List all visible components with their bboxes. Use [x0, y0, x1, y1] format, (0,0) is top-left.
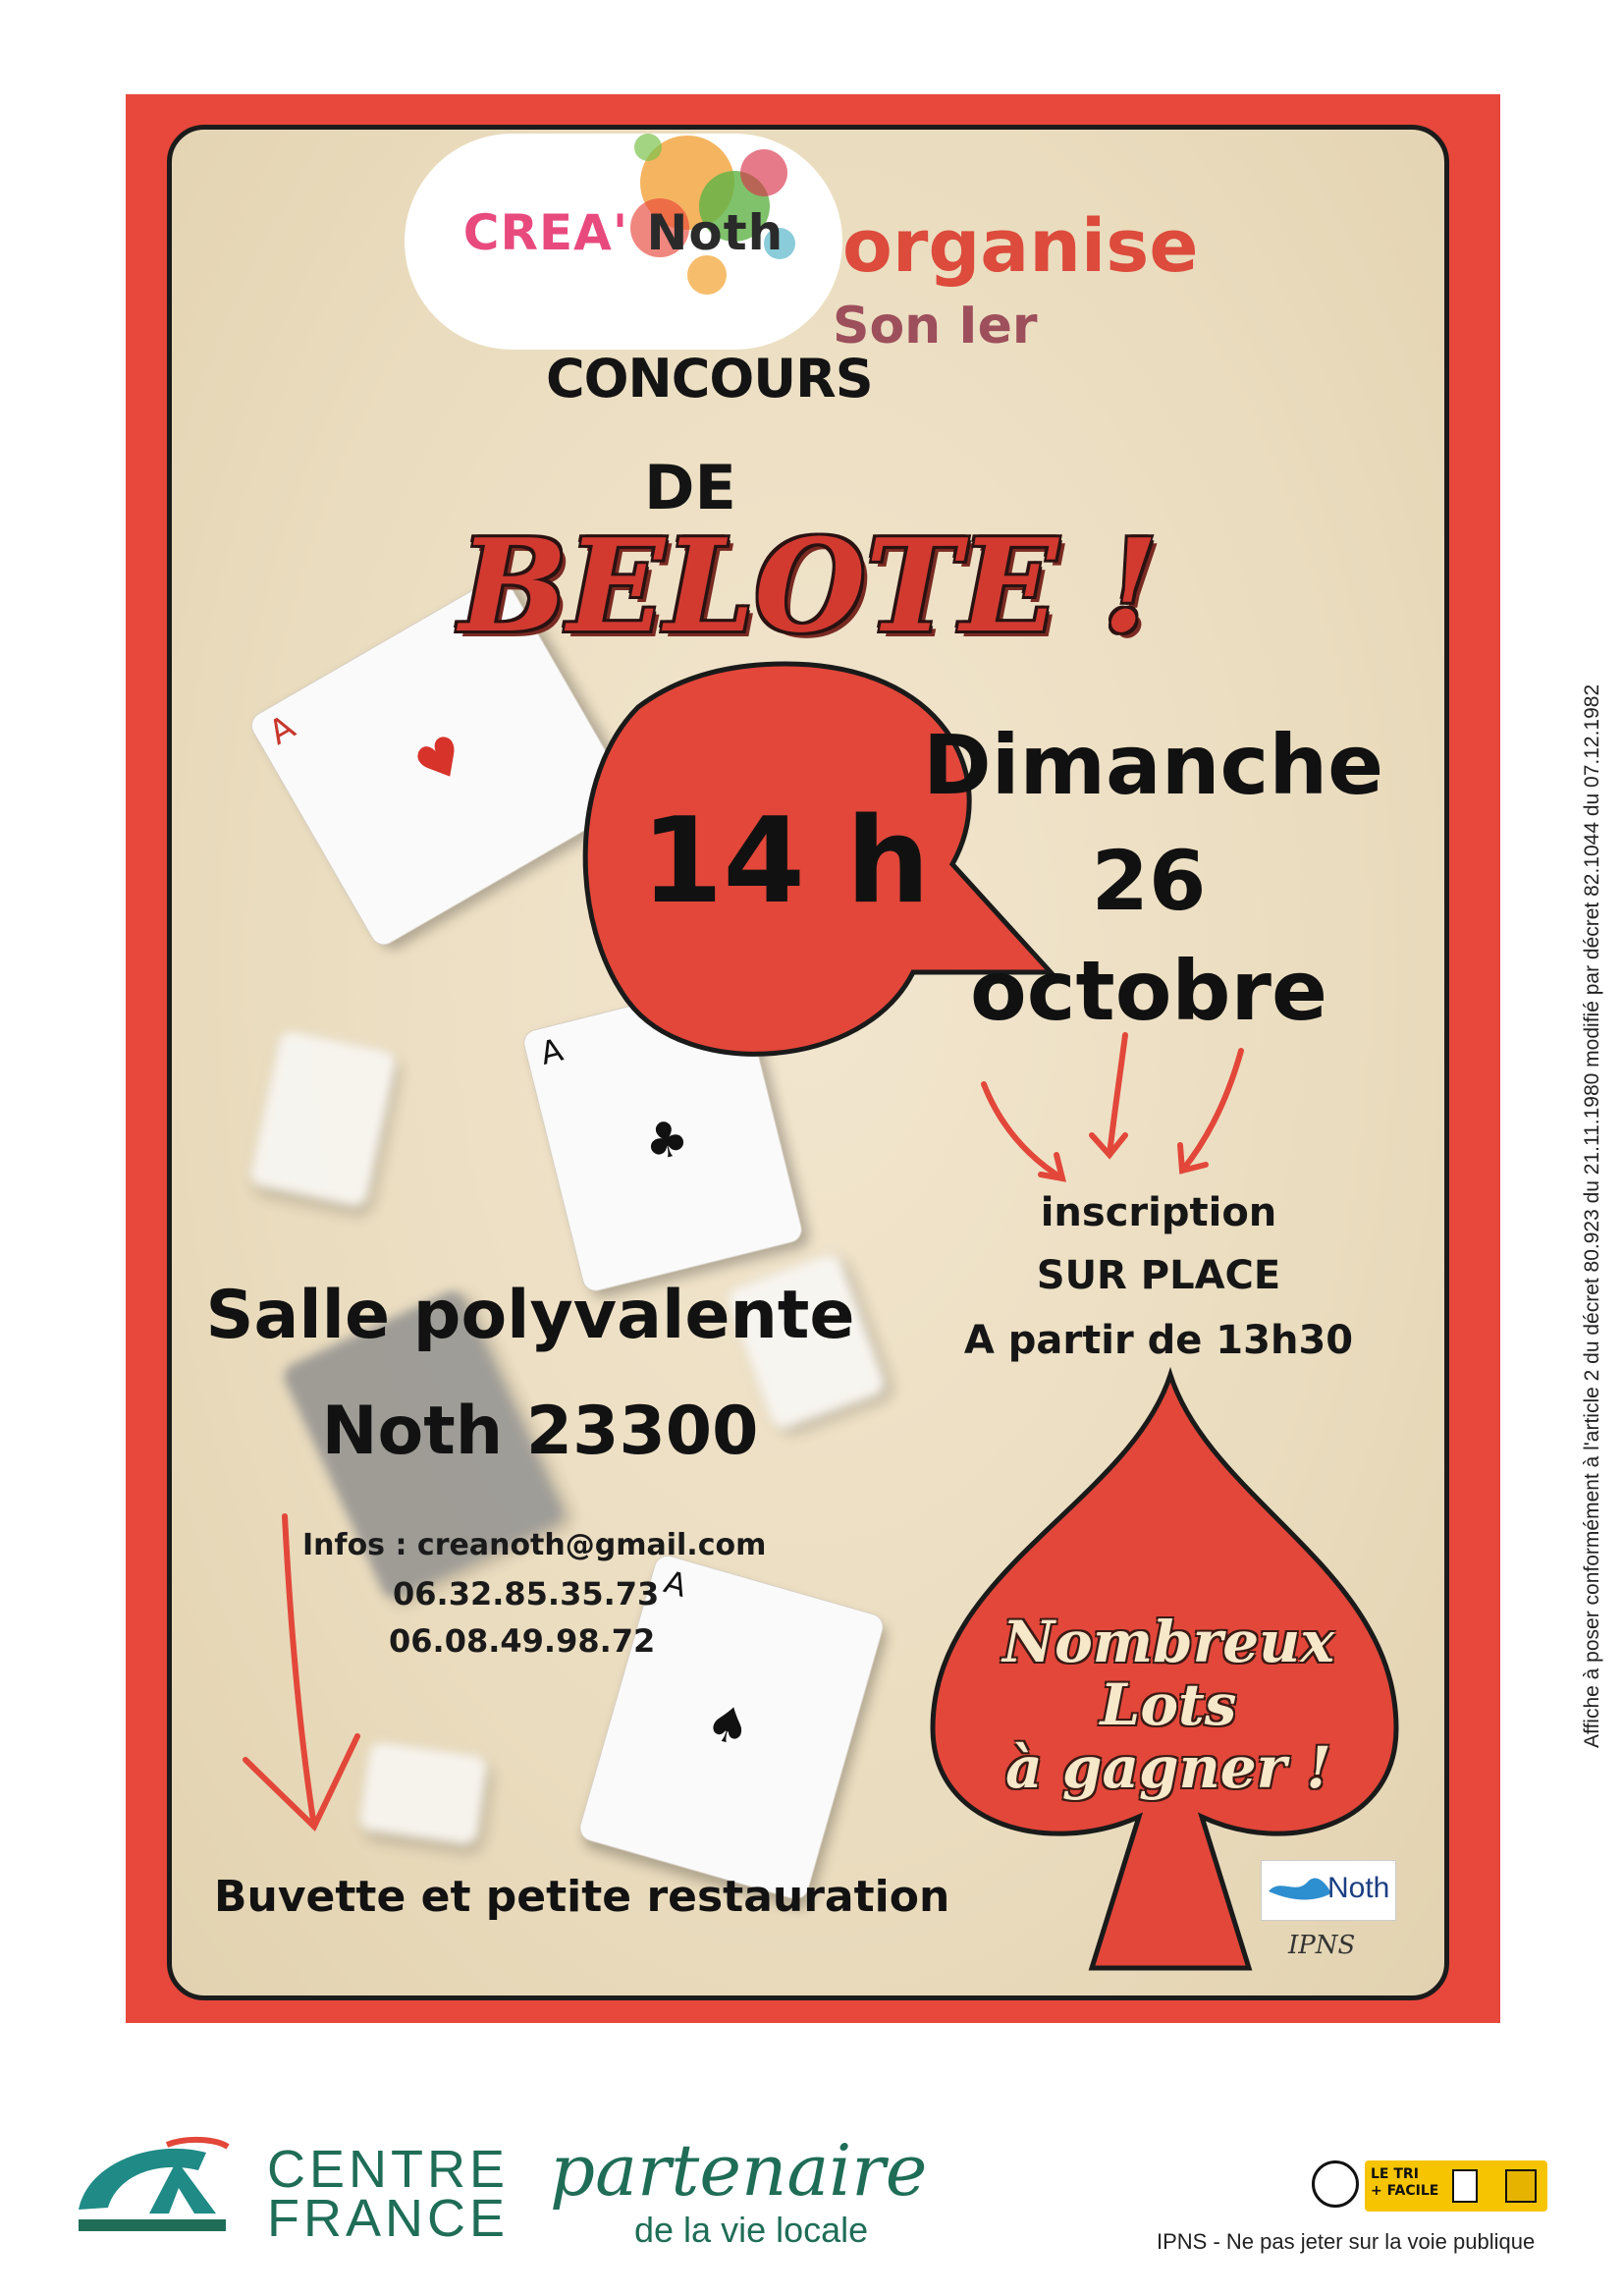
logo-text-noth: Noth — [628, 204, 784, 261]
registration-line-2: SUR PLACE — [1036, 1253, 1281, 1298]
brand-centre: CENTRE — [267, 2140, 510, 2199]
heart-icon: ♥ — [405, 722, 477, 799]
ace-corner-label: A — [262, 707, 302, 753]
venue-name: Salle polyvalente — [205, 1277, 855, 1354]
prizes-line-2: Lots — [1100, 1671, 1237, 1738]
tri-label-line-1: LE TRI — [1371, 2166, 1419, 2182]
refreshments-note: Buvette et petite restauration — [214, 1872, 950, 1922]
event-time: 14 h — [640, 793, 931, 930]
registration-line-1: inscription — [1040, 1190, 1277, 1235]
prizes-line-1: Nombreux — [1002, 1609, 1334, 1675]
belote-title: BELOTE ! — [460, 511, 1159, 661]
ipns-mark: IPNS — [1288, 1931, 1356, 1960]
contact-email: Infos : creanoth@gmail.com — [302, 1528, 767, 1562]
registration-time: A partir de 13h30 — [963, 1318, 1354, 1363]
logo-text-crea: CREA' — [462, 204, 629, 261]
ipns-footer-notice: IPNS - Ne pas jeter sur la voie publique — [1157, 2229, 1536, 2254]
concours-heading: CONCOURS — [546, 348, 873, 410]
event-day: Dimanche — [923, 717, 1384, 813]
tri-label-line-2: + FACILE — [1371, 2183, 1439, 2199]
prizes-text — [962, 1611, 1375, 1799]
recycle-icon — [1312, 2160, 1359, 2208]
event-month: octobre — [970, 943, 1327, 1039]
contact-phone: 06.32.85.35.73 — [393, 1575, 660, 1613]
event-date-number: 26 — [1091, 833, 1207, 929]
son-ier-heading: Son Ier — [833, 297, 1038, 355]
bin-icon — [1449, 2166, 1543, 2206]
ace-corner-label: A — [536, 1030, 567, 1072]
noth-lake-icon — [1267, 1868, 1335, 1907]
contact-phone: 06.08.49.98.72 — [389, 1622, 656, 1660]
legal-notice: Affiche à poser conformément à l'article 2 du décret 80.923 du 21.11.1980 modifié par décret 82.1044 du 07.12.1982 — [1581, 683, 1603, 1748]
brand-france: FRANCE — [267, 2189, 510, 2248]
partner-slogan: partenaire — [550, 2129, 928, 2212]
organise-heading: organise — [842, 204, 1199, 289]
de-heading: DE — [644, 452, 736, 523]
spade-icon: ♠ — [699, 1691, 758, 1760]
ace-corner-label: A — [660, 1562, 691, 1605]
prizes-line-3: à gagner ! — [1005, 1734, 1331, 1801]
noth-badge-label: Noth — [1327, 1872, 1390, 1904]
venue-town: Noth 23300 — [321, 1393, 759, 1470]
partner-slogan-sub: de la vie locale — [634, 2210, 869, 2250]
tri-label — [1371, 2166, 1438, 2200]
club-icon: ♣ — [637, 1107, 695, 1174]
credit-agricole-logo-icon — [69, 2131, 236, 2239]
